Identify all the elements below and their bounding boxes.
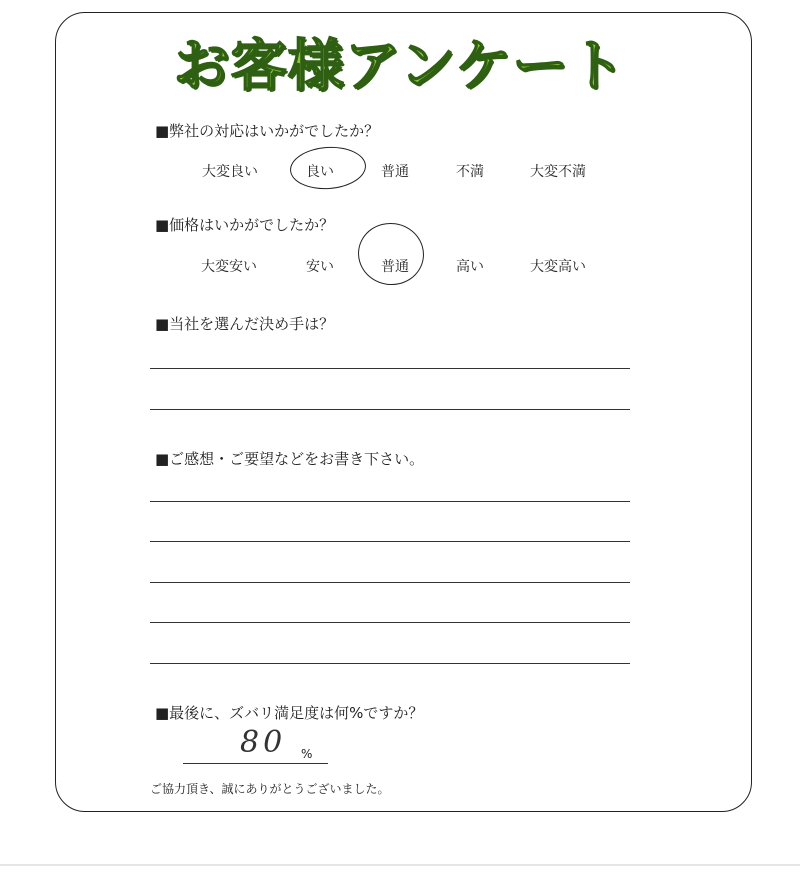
thank-you-note: ご協力頂き、誠にありがとうございました。 [150,782,390,796]
q2-option-very-expensive[interactable]: 大変高い [530,259,586,275]
answer-line[interactable] [150,663,630,664]
answer-line[interactable] [150,622,630,623]
q2-option-very-cheap[interactable]: 大変安い [201,259,257,275]
scan-edge [0,864,800,866]
question-deciding-factor: ■当社を選んだ決め手は？ [155,315,335,333]
answer-line[interactable] [150,541,630,542]
q1-option-very-good[interactable]: 大変良い [202,164,258,180]
q1-option-good[interactable]: 良い [306,164,334,180]
answer-line[interactable] [150,582,630,583]
question-comments: ■ご感想・ご要望などをお書き下さい。 [155,450,425,468]
q1-option-dissatisfied[interactable]: 不満 [456,164,484,180]
satisfaction-answer-line[interactable] [183,763,328,764]
q1-option-very-dissatisfied[interactable]: 大変不満 [530,164,586,180]
survey-title: お客様アンケート [173,34,627,99]
satisfaction-answer: 80 [240,725,287,760]
q1-option-average[interactable]: 普通 [381,164,409,180]
answer-line[interactable] [150,501,630,502]
answer-line[interactable] [150,368,630,369]
question-service: ■弊社の対応はいかがでしたか？ [155,122,380,140]
question-satisfaction: ■最後に、ズバリ満足度は何%ですか？ [155,704,424,722]
percent-unit: % [301,747,313,761]
answer-line[interactable] [150,409,630,410]
q2-option-cheap[interactable]: 安い [306,259,334,275]
q2-option-average[interactable]: 普通 [381,259,409,275]
q2-option-expensive[interactable]: 高い [456,259,484,275]
question-price: ■価格はいかがでしたか？ [155,216,335,234]
